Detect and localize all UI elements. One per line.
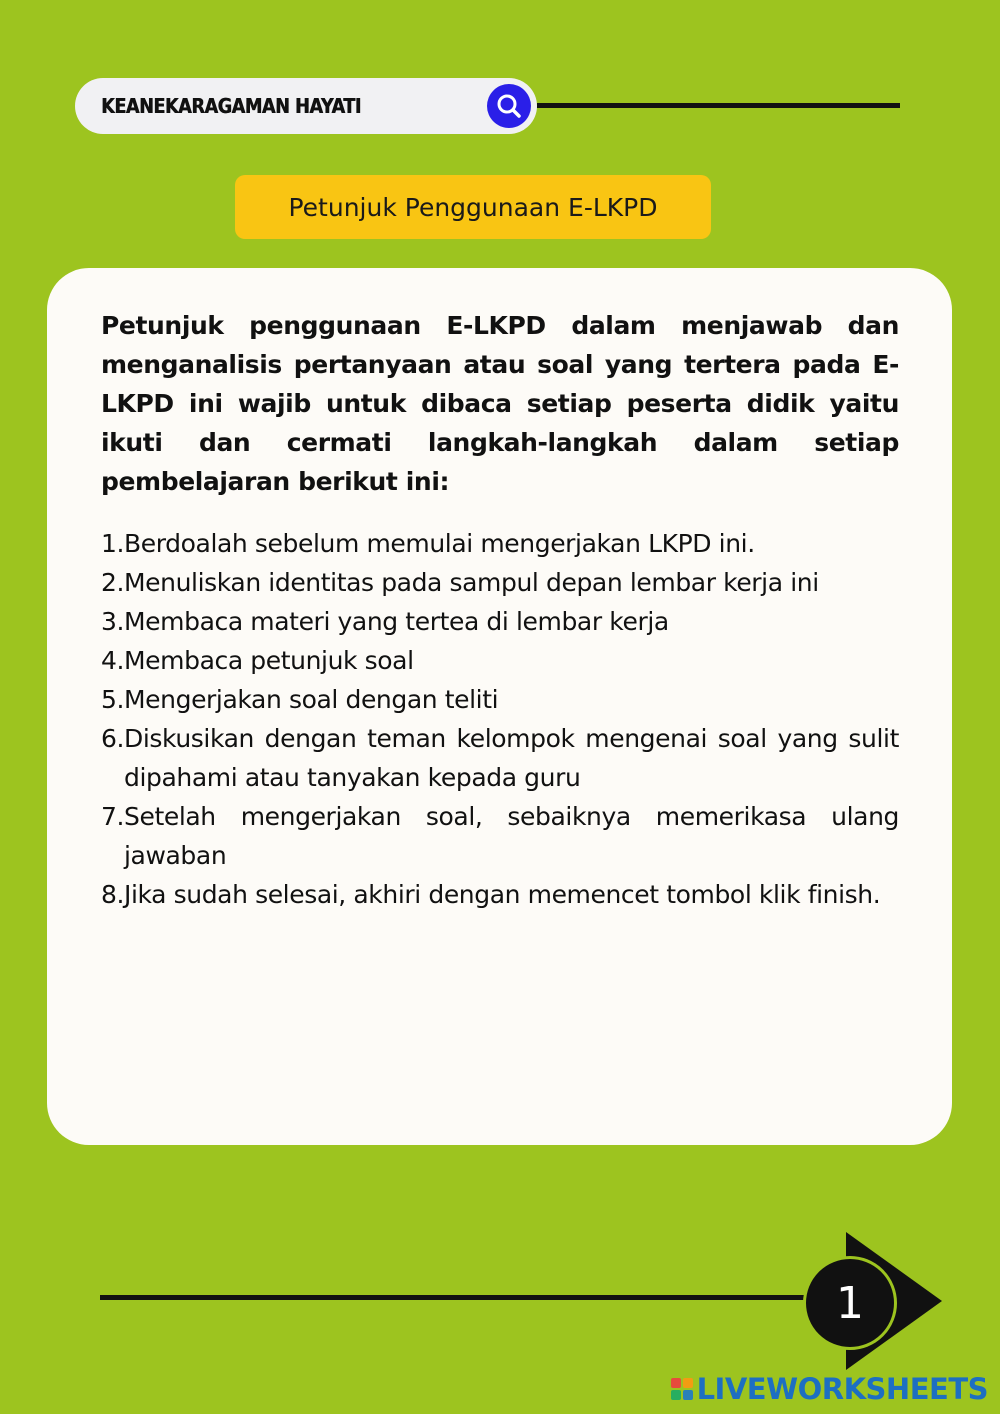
- liveworksheets-watermark: [671, 1372, 988, 1406]
- list-item: [101, 641, 899, 680]
- step-number: 1.: [101, 529, 125, 558]
- watermark-text: LIVEWORKSHEETS: [696, 1372, 988, 1406]
- list-item: [101, 524, 899, 563]
- header-pill: [75, 78, 537, 134]
- step-number: 8.: [101, 880, 125, 909]
- section-title: Petunjuk Penggunaan E-LKPD: [235, 175, 711, 239]
- step-number: 7.: [101, 802, 125, 831]
- list-item: [101, 602, 899, 641]
- step-number: 4.: [101, 646, 125, 675]
- step-text: Membaca petunjuk soal: [124, 646, 414, 675]
- step-text: Mengerjakan soal dengan teliti: [124, 685, 499, 714]
- steps-list: [101, 524, 899, 914]
- step-number: 6.: [101, 724, 125, 753]
- liveworksheets-logo-icon: [671, 1378, 693, 1400]
- step-number: 5.: [101, 685, 125, 714]
- step-text: Setelah mengerjakan soal, sebaiknya memerikasa ulang jawaban: [124, 802, 899, 870]
- search-icon: [495, 92, 523, 120]
- header-divider: [537, 103, 900, 108]
- list-item: [101, 563, 899, 602]
- instructions-card: [47, 268, 952, 1145]
- footer-divider: [100, 1295, 820, 1300]
- step-text: Berdoalah sebelum memulai mengerjakan LKPD ini.: [124, 529, 755, 558]
- step-number: 3.: [101, 607, 125, 636]
- step-text: Menuliskan identitas pada sampul depan lembar kerja ini: [124, 568, 819, 597]
- list-item: [101, 680, 899, 719]
- step-text: Jika sudah selesai, akhiri dengan memencet tombol klik finish.: [124, 880, 881, 909]
- page-number: 1: [803, 1256, 897, 1350]
- search-button[interactable]: [487, 84, 531, 128]
- list-item: [101, 797, 899, 875]
- list-item: [101, 875, 899, 914]
- step-text: Membaca materi yang tertea di lembar kerja: [124, 607, 669, 636]
- step-text: Diskusikan dengan teman kelompok mengenai soal yang sulit dipahami atau tanyakan kepada guru: [124, 724, 899, 792]
- intro-paragraph: Petunjuk penggunaan E-LKPD dalam menjawab dan menganalisis pertanyaan atau soal yang tertera pada E-LKPD ini wajib untuk dibaca setiap peserta didik yaitu ikuti dan cermati langkah-langkah dalam setiap pembelajaran berikut ini:: [101, 311, 899, 496]
- step-number: 2.: [101, 568, 125, 597]
- list-item: [101, 719, 899, 797]
- header-title: KEANEKARAGAMAN HAYATI: [101, 94, 361, 118]
